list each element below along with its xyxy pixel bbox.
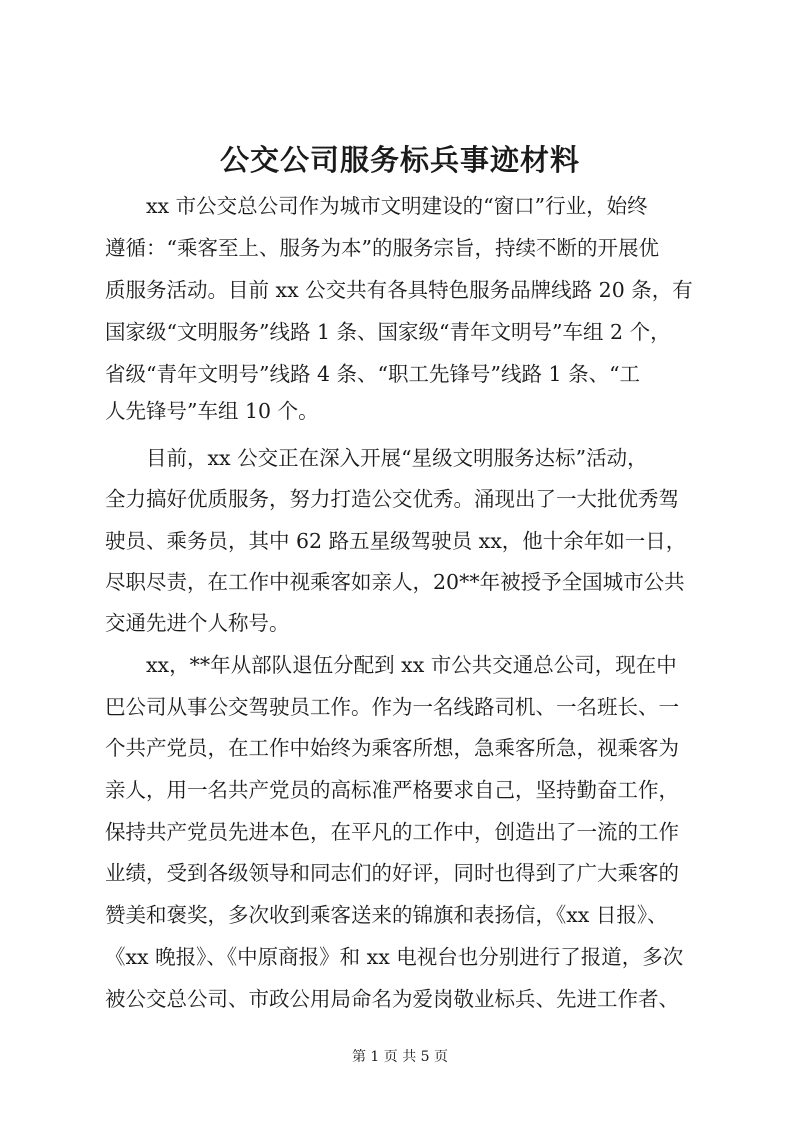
text-line: 质服务活动。目前 xx 公交共有各具特色服务品牌线路 20 条，有 bbox=[105, 278, 693, 302]
text-line: 目前，xx 公交正在深入开展“星级文明服务达标”活动， bbox=[105, 446, 648, 470]
text-line: 全力搞好优质服务，努力打造公交优秀。涌现出了一大批优秀驾 bbox=[105, 487, 679, 511]
text-line: 巴公司从事公交驾驶员工作。作为一名线路司机、一名班长、一 bbox=[105, 695, 679, 719]
text-line: 交通先进个人称号。 bbox=[105, 611, 290, 635]
document-title: 公交公司服务标兵事迹材料 bbox=[219, 143, 580, 177]
text-line: 遵循：“乘客至上、服务为本”的服务宗旨，持续不断的开展优 bbox=[105, 236, 659, 260]
text-line: 亲人，用一名共产党员的高标准严格要求自己，坚持勤奋工作， bbox=[105, 778, 679, 802]
text-line: 赞美和褒奖，多次收到乘客送来的锦旗和表扬信，《xx 日报》、 bbox=[105, 903, 668, 927]
text-line: 保持共产党员先进本色，在平凡的工作中，创造出了一流的工作 bbox=[105, 820, 679, 844]
text-line: xx 市公交总公司作为城市文明建设的“窗口”行业，始终 bbox=[105, 194, 648, 218]
text-line: 被公交总公司、市政公用局命名为爱岗敬业标兵、先进工作者、 bbox=[105, 987, 679, 1011]
text-line: 个共产党员，在工作中始终为乘客所想，急乘客所急，视乘客为 bbox=[105, 736, 679, 760]
text-line: 国家级“文明服务”线路 1 条、国家级“青年文明号”车组 2 个， bbox=[105, 320, 671, 344]
text-line: 省级“青年文明号”线路 4 条、“职工先锋号”线路 1 条、“工 bbox=[105, 362, 641, 386]
text-line: xx，**年从部队退伍分配到 xx 市公共交通总公司，现在中 bbox=[105, 653, 677, 677]
page-number: 第 1 页 共 5 页 bbox=[351, 1049, 449, 1065]
text-line: 人先锋号”车组 10 个。 bbox=[105, 399, 319, 423]
text-line: 业绩，受到各级领导和同志们的好评，同时也得到了广大乘客的 bbox=[105, 861, 679, 885]
text-line: 《xx 晚报》、《中原商报》和 xx 电视台也分别进行了报道，多次 bbox=[105, 945, 684, 969]
text-line: 驶员、乘务员，其中 62 路五星级驾驶员 xx，他十余年如一日， bbox=[105, 529, 687, 553]
text-line: 尽职尽责，在工作中视乘客如亲人，20**年被授予全国城市公共 bbox=[105, 570, 685, 594]
